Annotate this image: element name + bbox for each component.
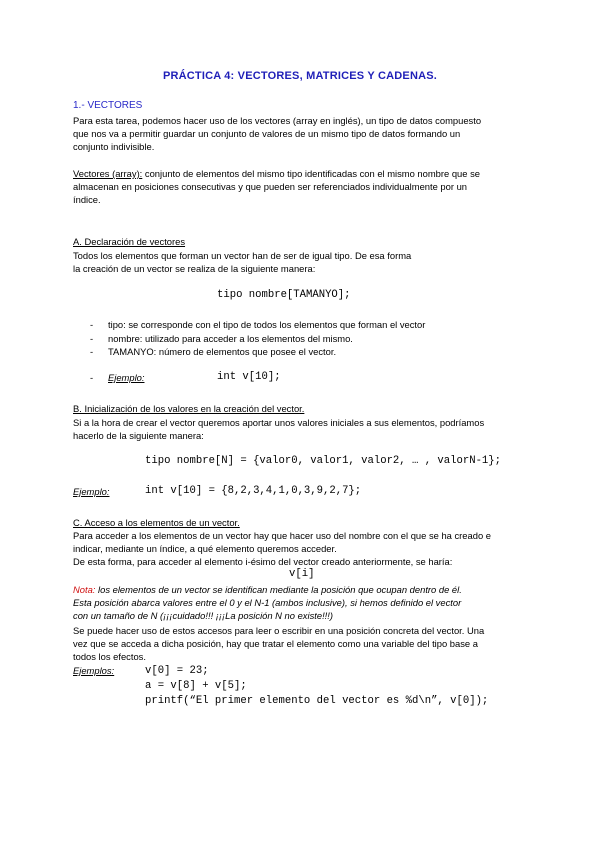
text-line: vez que se acceda a dicha posición, hay que tratar el elemento como una variable del tipo base a: [73, 638, 478, 650]
text-line: conjunto indivisible.: [73, 141, 155, 153]
code-line: printf(“El primer elemento del vector es %d\n”, v[0]);: [145, 695, 489, 707]
text-line: todos los efectos.: [73, 651, 146, 663]
text-line: que nos va a permitir guardar un conjunto de valores de un mismo tipo de datos formando un: [73, 128, 461, 140]
example-label: Ejemplo:: [73, 486, 110, 497]
list-item: - TAMANYO: número de elementos que posee el vector.: [90, 346, 337, 357]
text-line: Para acceder a los elementos de un vector hay que hacer uso del nombre con el que se ha creado e: [73, 530, 491, 541]
note-label: Nota:: [73, 584, 96, 595]
text-line: con un tamaño de N (¡¡¡cuidado!!! ¡¡¡La posición N no existe!!!): [73, 610, 334, 622]
example-code-c: [145, 664, 488, 709]
inicializacion-paragraph: [73, 416, 484, 442]
text-line: Se puede hacer uso de estos accesos para leer o escribir en una posición concreta del vector. Una: [73, 625, 485, 636]
code-acceso: v[i]: [289, 568, 315, 580]
text-line: hacerlo de la siguiente manera:: [73, 430, 204, 442]
intro-paragraph: [73, 114, 481, 154]
text-line: De esta forma, para acceder al elemento i-ésimo del vector creado anteriormente, se haría:: [73, 556, 453, 568]
example-code-a: int v[10];: [217, 371, 281, 383]
example-row-a: - Ejemplo:: [90, 372, 145, 383]
text-line: Todos los elementos que forman un vector han de ser de igual tipo. De esa forma: [73, 250, 412, 261]
acceso-paragraph: [73, 529, 491, 569]
list-item: - nombre: utilizado para acceder a los elementos del mismo.: [90, 332, 353, 344]
page-title: PRÁCTICA 4: VECTORES, MATRICES Y CADENAS.: [162, 70, 438, 82]
text-line: Para esta tarea, podemos hacer uso de los vectores (array en inglés), un tipo de datos compuesto: [73, 115, 482, 126]
text-line: Si a la hora de crear el vector queremos aportar unos valores iniciales a sus elementos, podríamos: [73, 417, 485, 428]
usage-paragraph: [73, 624, 484, 664]
text-line: [73, 167, 480, 180]
text-line: Esta posición abarca valores entre el 0 y el N-1 (ambos inclusive), si hemos definido el vector: [73, 597, 462, 609]
section-heading-inicializacion: B. Inicialización de los valores en la creación del vector.: [73, 403, 305, 414]
code-declaracion: tipo nombre[TAMANYO];: [217, 289, 351, 301]
example-label: Ejemplo:: [108, 372, 145, 383]
text-line: índice.: [73, 194, 101, 206]
definition-paragraph: [73, 167, 480, 207]
text-line: la creación de un vector se realiza de la siguiente manera:: [73, 263, 316, 275]
bullet-list: [90, 318, 425, 359]
section-heading-declaracion: A. Declaración de vectores: [73, 236, 186, 247]
declaracion-paragraph: [73, 249, 411, 275]
code-line: a = v[8] + v[5];: [145, 680, 247, 692]
definition-term: Vectores (array):: [73, 168, 143, 179]
text-line: [73, 583, 462, 596]
note-text: los elementos de un vector se identifican mediante la posición que ocupan dentro de él.: [95, 584, 462, 595]
section-heading-vectores: 1.- VECTORES: [73, 100, 143, 111]
code-inicializacion: tipo nombre[N] = {valor0, valor1, valor2, … , valorN-1};: [145, 455, 502, 467]
section-heading-acceso: C. Acceso a los elementos de un vector.: [73, 517, 240, 528]
note-paragraph: [73, 583, 462, 623]
list-item: - tipo: se corresponde con el tipo de todos los elementos que forman el vector: [90, 319, 426, 330]
definition-text: conjunto de elementos del mismo tipo identificadas con el mismo nombre que se: [142, 168, 480, 179]
text-line: indicar, mediante un índice, a qué elemento queremos acceder.: [73, 543, 337, 555]
code-line: v[0] = 23;: [145, 665, 209, 677]
text-line: almacenan en posiciones consecutivas y que pueden ser referenciados individualmente por un: [73, 181, 467, 193]
example-label: Ejemplos:: [73, 665, 115, 676]
example-code-b: int v[10] = {8,2,3,4,1,0,3,9,2,7};: [145, 485, 362, 497]
